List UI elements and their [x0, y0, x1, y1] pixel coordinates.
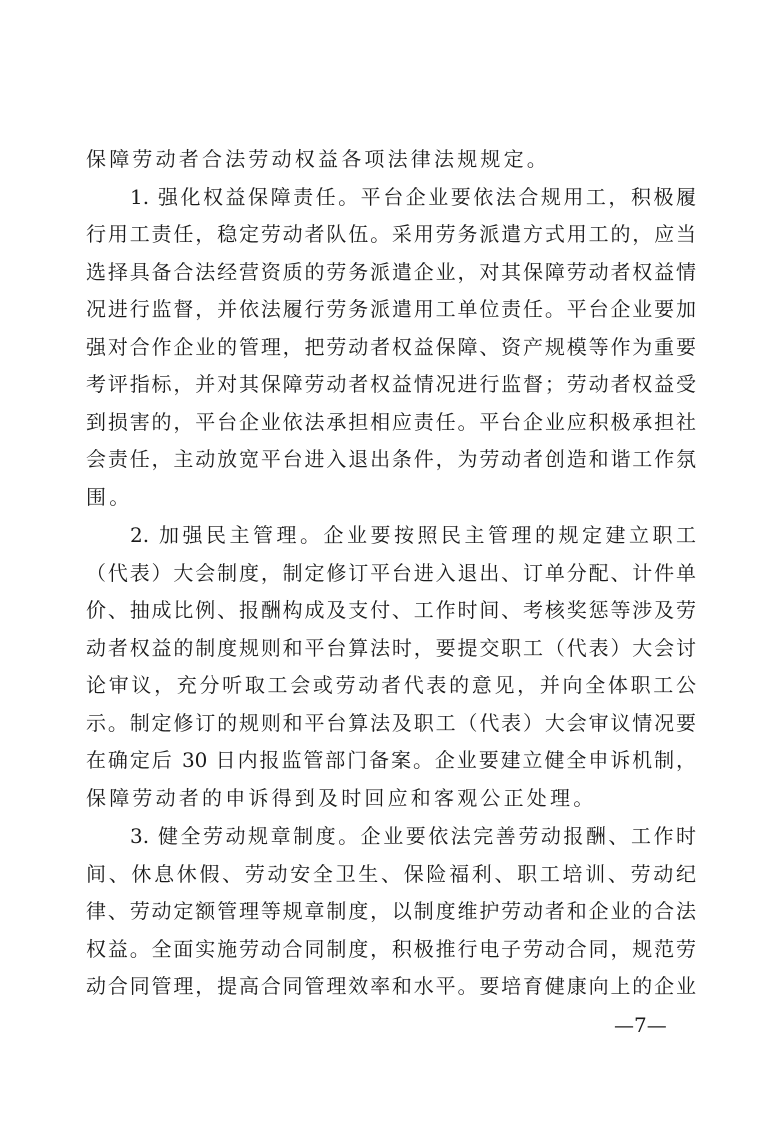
text-line: 论审议，充分听取工会或劳动者代表的意见，并向全体职工公 — [86, 673, 696, 697]
text-line: 动者权益的制度规则和平台算法时，要提交职工（代表）大会讨 — [86, 636, 696, 660]
text-line: 考评指标，并对其保障劳动者权益情况进行监督；劳动者权益受 — [86, 372, 696, 396]
text-line: 示。制定修订的规则和平台算法及职工（代表）大会审议情况要 — [86, 711, 696, 735]
text-line: 在确定后 30 日内报监管部门备案。企业要建立健全申诉机制， — [86, 748, 696, 772]
text-line: （代表）大会制度，制定修订平台进入退出、订单分配、计件单 — [86, 561, 696, 585]
page-number: —7— — [614, 1013, 667, 1037]
text-line: 况进行监督，并依法履行劳务派遣用工单位责任。平台企业要加 — [86, 297, 696, 321]
text-line: 律、劳动定额管理等规章制度，以制度维护劳动者和企业的合法 — [86, 899, 696, 923]
text-line: 保障劳动者的申诉得到及时回应和客观公正处理。 — [86, 786, 597, 810]
text-line: 围。 — [86, 485, 133, 509]
text-line: 动合同管理，提高合同管理效率和水平。要培育健康向上的企业 — [86, 974, 696, 998]
text-line: 到损害的，平台企业依法承担相应责任。平台企业应积极承担社 — [86, 410, 696, 434]
text-line: 2. 加强民主管理。企业要按照民主管理的规定建立职工 — [130, 523, 696, 547]
text-line: 会责任，主动放宽平台进入退出条件，为劳动者创造和谐工作氛 — [86, 447, 696, 471]
text-line: 行用工责任，稳定劳动者队伍。采用劳务派遣方式用工的，应当 — [86, 222, 696, 246]
text-line: 3. 健全劳动规章制度。企业要依法完善劳动报酬、工作时 — [130, 824, 696, 848]
text-line: 价、抽成比例、报酬构成及支付、工作时间、考核奖惩等涉及劳 — [86, 598, 696, 622]
text-line: 1. 强化权益保障责任。平台企业要依法合规用工，积极履 — [130, 185, 696, 209]
text-line: 权益。全面实施劳动合同制度，积极推行电子劳动合同，规范劳 — [86, 937, 696, 961]
text-line: 保障劳动者合法劳动权益各项法律法规规定。 — [86, 147, 550, 171]
text-line: 间、休息休假、劳动安全卫生、保险福利、职工培训、劳动纪 — [86, 862, 696, 886]
text-line: 选择具备合法经营资质的劳务派遣企业，对其保障劳动者权益情 — [86, 260, 696, 284]
text-line: 强对合作企业的管理，把劳动者权益保障、资产规模等作为重要 — [86, 335, 696, 359]
